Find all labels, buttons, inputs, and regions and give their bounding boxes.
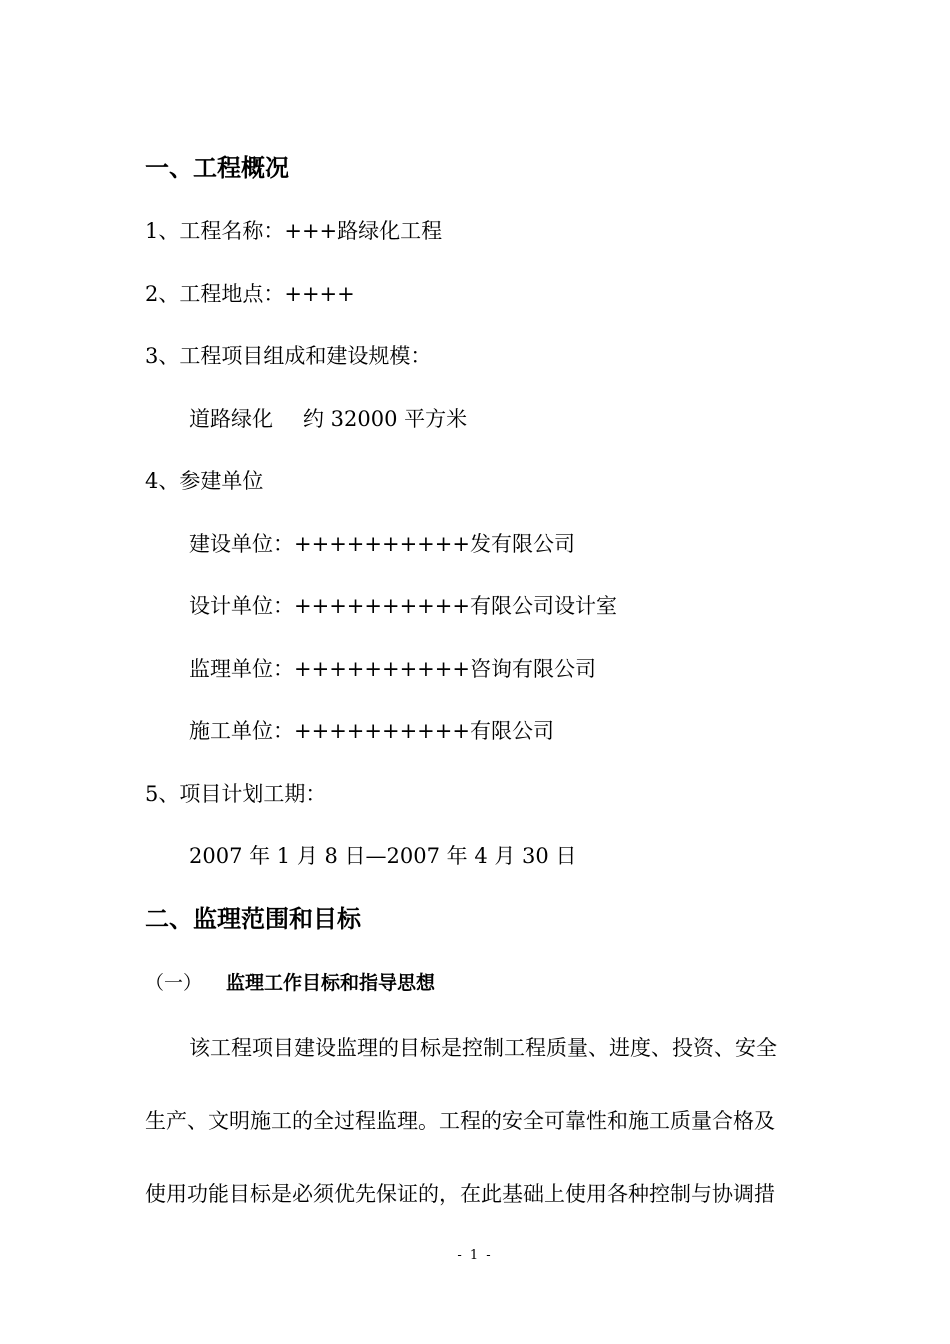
builder-unit-line: 建设单位：++++++++++发有限公司 [189, 532, 575, 556]
contractor-unit-line: 施工单位：++++++++++有限公司 [189, 719, 554, 743]
section-heading-supervision: 二、监理范围和目标 [145, 904, 361, 933]
project-location-line: 2、工程地点：++++ [145, 282, 355, 306]
subsection-title: 监理工作目标和指导思想 [226, 972, 436, 994]
subsection-number: （一） [145, 972, 203, 994]
paragraph-line-1: 该工程项目建设监理的目标是控制工程质量、进度、投资、安全 [189, 1036, 777, 1060]
scale-item-name: 道路绿化 [189, 407, 273, 431]
subsection-heading [145, 970, 435, 996]
project-scale-item [189, 406, 467, 432]
project-period-value: 2007 年 1 月 8 日—2007 年 4 月 30 日 [189, 844, 577, 868]
paragraph-line-2: 生产、文明施工的全过程监理。工程的安全可靠性和施工质量合格及 [145, 1109, 775, 1133]
paragraph-line-3: 使用功能目标是必须优先保证的，在此基础上使用各种控制与协调措 [145, 1182, 775, 1206]
project-period-title: 5、项目计划工期： [145, 782, 327, 806]
project-name-line: 1、工程名称：+++路绿化工程 [145, 219, 443, 243]
page-number: - 1 - [457, 1248, 493, 1263]
section-heading-overview: 一、工程概况 [145, 153, 289, 182]
project-scale-title: 3、工程项目组成和建设规模： [145, 344, 432, 368]
scale-item-value: 约 32000 平方米 [303, 407, 468, 431]
designer-unit-line: 设计单位：++++++++++有限公司设计室 [189, 594, 617, 618]
supervisor-unit-line: 监理单位：++++++++++咨询有限公司 [189, 657, 596, 681]
participating-units-title: 4、参建单位 [145, 469, 264, 493]
